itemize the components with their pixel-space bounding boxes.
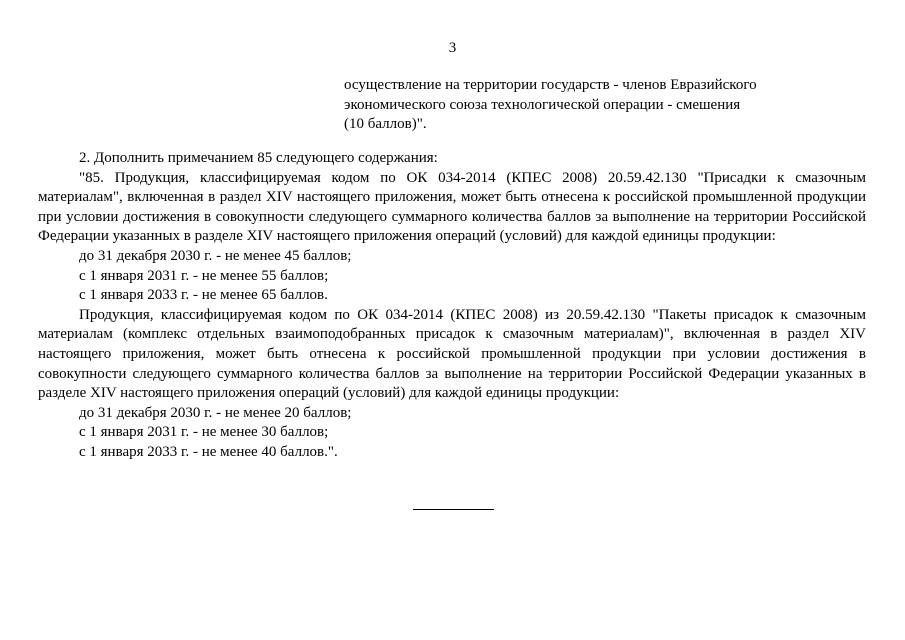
note-85-list-2-item: до 31 декабря 2030 г. - не менее 20 баллов;: [79, 404, 352, 421]
continuation-block: [344, 76, 804, 135]
note-85-list-1-item: с 1 января 2033 г. - не менее 65 баллов.: [79, 287, 328, 304]
note-85-list-1-item: с 1 января 2031 г. - не менее 55 баллов;: [79, 267, 329, 284]
continuation-line: экономического союза технологической операции - смешения: [344, 96, 741, 113]
note-85-list-2-item: с 1 января 2031 г. - не менее 30 баллов;: [79, 424, 329, 441]
note-85-paragraph-2: Продукция, классифицируемая кодом по ОК 034-2014 (КПЕС 2008) из 20.59.42.130 "Пакеты присадок к смазочным материалам (комплекс отдельных взаимоподобранных присадок к смазочным материалам)", включенная в раздел XIV настоящего приложения, может быть отнесена к российской промышленной продукции при условии достижения в совокупности следующего суммарного количества баллов за выполнение на территории Российской Федерации указанных в разделе XIV настоящего приложения операций (условий) для каждой единицы продукции:: [38, 306, 866, 402]
note-85-list-2-item: с 1 января 2033 г. - не менее 40 баллов.".: [79, 443, 338, 460]
document-body: [38, 149, 866, 463]
page-number: 3: [448, 40, 457, 56]
continuation-line: осуществление на территории государств - членов Евразийского: [344, 77, 757, 93]
note-85-paragraph-1: "85. Продукция, классифицируемая кодом по ОК 034-2014 (КПЕС 2008) 20.59.42.130 "Присадки к смазочным материалам", включенная в раздел XIV настоящего приложения, может быть отнесена к российской промышленной продукции при условии достижения в совокупности следующего суммарного количества баллов за выполнение на территории Российской Федерации указанных в разделе XIV настоящего приложения операций (условий) для каждой единицы продукции:: [38, 169, 866, 245]
item-2-intro: 2. Дополнить примечанием 85 следующего содержания:: [79, 150, 438, 166]
end-separator-line: [413, 509, 494, 510]
note-85-list-1-item: до 31 декабря 2030 г. - не менее 45 баллов;: [79, 247, 352, 264]
continuation-line: (10 баллов)".: [344, 116, 427, 132]
